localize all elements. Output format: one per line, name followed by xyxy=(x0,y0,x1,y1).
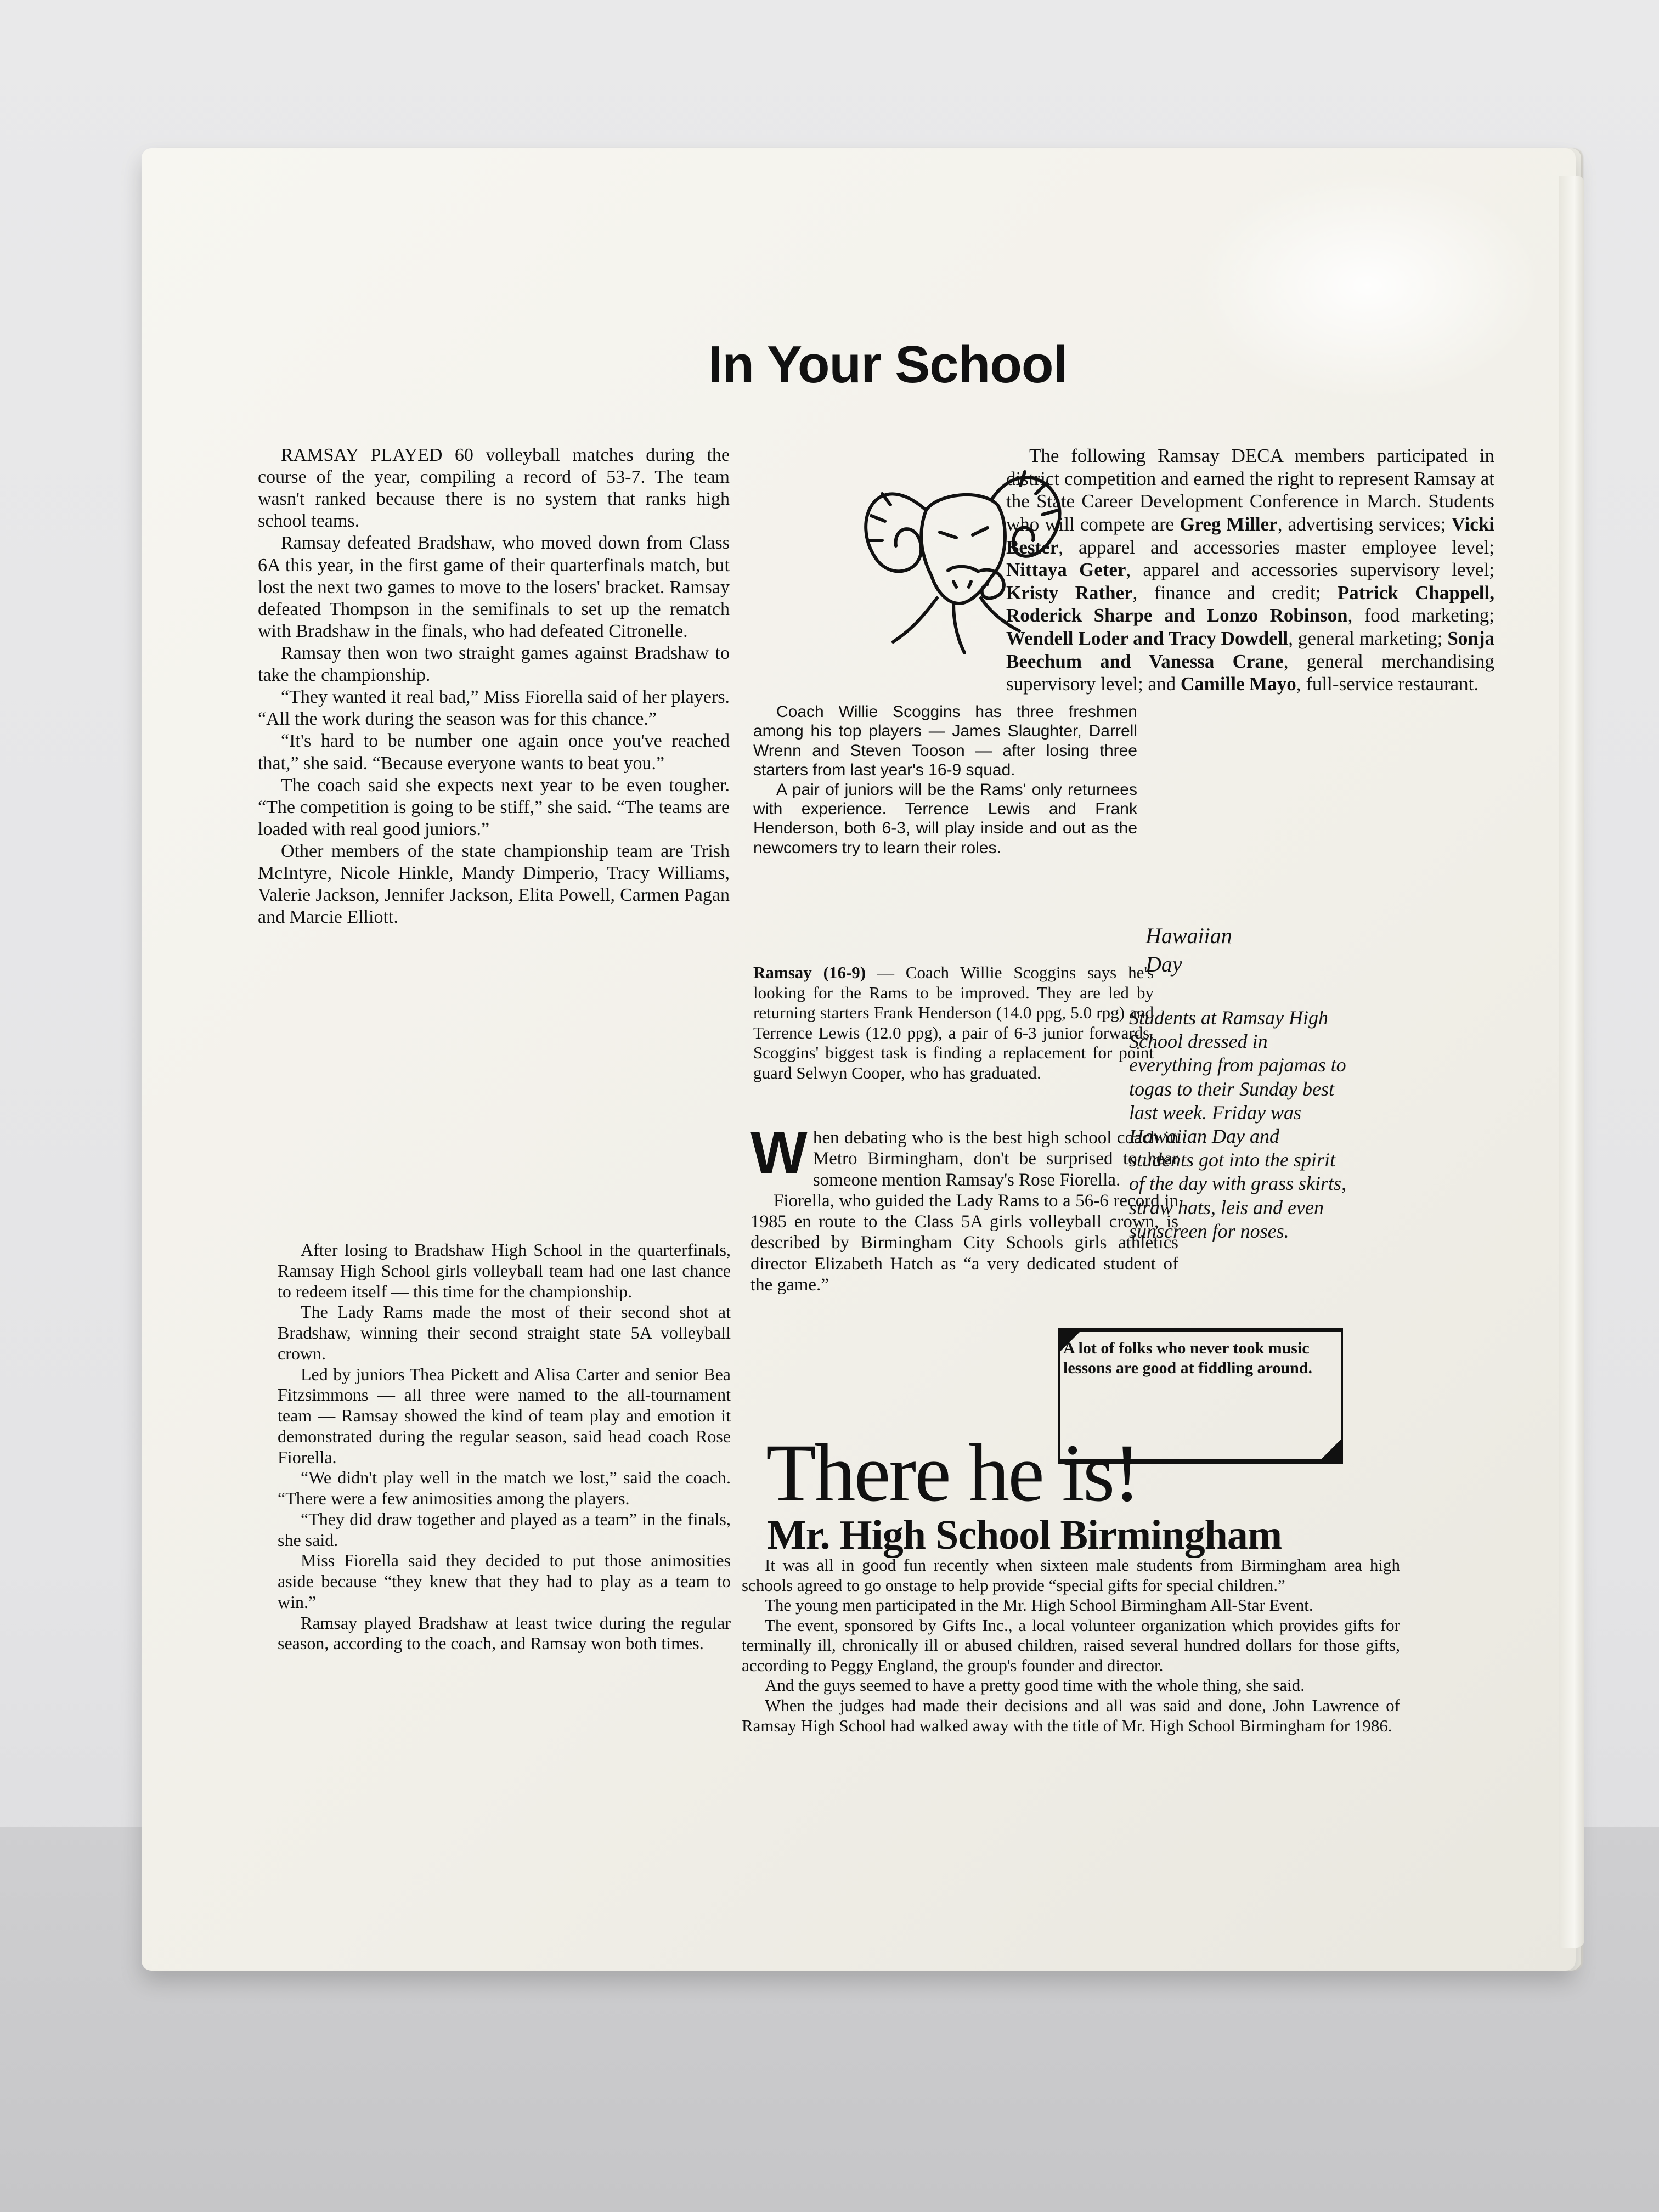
deca-name: Camille Mayo xyxy=(1180,673,1296,695)
article-paragraph: The Lady Rams made the most of their second shot at Bradshaw, winning their second straight state 5A volleyball crown. xyxy=(278,1302,731,1363)
deca-intro: The following Ramsay DECA members participated in district competition and earned the right to represent Ramsay at the State Career Development Conference in March. Students who will compete are xyxy=(1006,445,1494,535)
lead-text: hen debating who is the best high school coach in Metro Birmingham, don't be surprised to hear someone mention Ramsay's Rose Fiorella. xyxy=(812,1128,1178,1190)
ram-snout-icon xyxy=(948,567,978,587)
article-paragraph: “We didn't play well in the match we lost,” said the coach. “There were a few animosities among the players. xyxy=(278,1468,731,1508)
article-paragraph: A pair of juniors will be the Rams' only returnees with experience. Terrence Lewis and Frank Henderson, both 6-3, will play inside and out as the newcomers try to learn their roles. xyxy=(753,780,1137,857)
article-paragraph xyxy=(1006,444,1494,696)
article-paragraph: The young men participated in the Mr. High School Birmingham All-Star Event. xyxy=(765,1595,1313,1615)
article-paragraph: The event, sponsored by Gifts Inc., a local volunteer organization which provides gifts for terminally ill, chronically ill or abused children, raised several hundred dollars for those gifts, according to Peggy England, the group's founder and director. xyxy=(742,1615,1400,1675)
article-paragraph: “They wanted it real bad,” Miss Fiorella said of her players. “All the work during the season was for this chance.” xyxy=(258,687,730,730)
article-paragraph: Ramsay then won two straight games against Bradshaw to take the championship. xyxy=(258,642,730,686)
masthead-title: In Your School xyxy=(708,335,1068,394)
basketball-freshmen-article xyxy=(753,702,1137,857)
deca-name: Patrick Chappell, Roderick Sharpe and Lonzo Robinson xyxy=(1006,582,1494,627)
there-he-is-headline: There he is! xyxy=(766,1427,1139,1519)
article-paragraph: Fiorella, who guided the Lady Rams to a 56-6 record in 1985 en route to the Class 5A girls volleyball crown, is described by Birmingham City Schools girls athletics director Elizabeth Hatch as “a very dedicated student of the game.” xyxy=(751,1190,1178,1295)
deca-article xyxy=(1006,444,1494,696)
article-paragraph: Led by juniors Thea Pickett and Alisa Carter and senior Bea Fitzsimmons — all three were named to the all-tournament team — Ramsay showed the kind of team play and emotion it demonstrated during the regular season, said head coach Rose Fiorella. xyxy=(278,1364,731,1467)
deca-name: Wendell Loder and Tracy Dowdell xyxy=(1006,628,1289,650)
article-paragraph: And the guys seemed to have a pretty good time with the whole thing, she said. xyxy=(765,1675,1305,1695)
deca-role: , full-service restaurant. xyxy=(1296,673,1479,695)
preview-text: — Coach Willie Scoggins says he's looking for the Rams to be improved. They are led by returning starters Frank Henderson (14.0 ppg, 5.0 rpg) and Terrence Lewis (12.0 ppg), a pair of 6-3 junior forwards. Scoggins' biggest task is finding a replacement for point guard Selwyn Cooper, who has graduated. xyxy=(753,963,1154,1082)
deca-role: , finance and credit; xyxy=(1132,582,1338,603)
ramsay-basketball-preview xyxy=(753,963,1154,1083)
article-paragraph: “It's hard to be number one again once you've reached that,” she said. “Because everyone wants to beat you.” xyxy=(258,731,730,774)
hawaiian-day-sidebar xyxy=(1129,922,1513,1243)
deca-name: Sonja Beechum and Vanessa Crane xyxy=(1006,628,1494,672)
article-paragraph: After losing to Bradshaw High School in the quarterfinals, Ramsay High School girls volleyball team had one last chance to redeem itself — this time for the championship. xyxy=(278,1240,731,1301)
fiorella-article xyxy=(751,1119,1178,1295)
article-paragraph: It was all in good fun recently when sixteen male students from Birmingham area high schools agreed to go onstage to help provide “special gifts for special children.” xyxy=(742,1555,1400,1595)
yearbook-back-cover xyxy=(142,148,1576,1971)
deca-role: , apparel and accessories supervisory level; xyxy=(1126,559,1494,581)
hawaiian-day-text: Students at Ramsay High School dressed in everything from pajamas to togas to their Sunday best last week. Friday was Hawaiian Day and students got into the spirit of the day with grass skirts, straw hats, leis and even sunscreen for noses. xyxy=(1129,1007,1347,1242)
deca-role: , apparel and accessories master employee level; xyxy=(1058,536,1494,558)
deca-name: Vicki Bester xyxy=(1006,513,1495,558)
ram-face-icon xyxy=(921,495,1005,603)
article-paragraph: When the judges had made their decisions and all was said and done, John Lawrence of Ramsay High School had walked away with the title of Mr. High School Birmingham for 1986. xyxy=(742,1696,1400,1735)
article-paragraph: Other members of the state championship team are Trish McIntyre, Nicole Hinkle, Mandy Dimperio, Tracy Williams, Valerie Jackson, Jennifer Jackson, Elita Powell, Carmen Pagan and Marcie Elliott. xyxy=(258,840,730,928)
mr-high-school-article xyxy=(742,1555,1400,1736)
drop-cap: W xyxy=(751,1119,808,1187)
article-paragraph: Ramsay defeated Bradshaw, who moved down from Class 6A this year, in the first game of their quarterfinals match, but lost the next two games to move to the losers' bracket. Ramsay defeated Thompson in the semifinals to set up the rematch with Bradshaw in the finals, who had defeated Citronelle. xyxy=(258,533,730,641)
deca-role: , advertising services; xyxy=(1277,513,1452,535)
volleyball-season-article xyxy=(258,444,730,928)
article-paragraph xyxy=(751,1119,1178,1190)
heading-line: Day xyxy=(1146,952,1182,977)
newspaper-collage xyxy=(142,148,1576,1971)
quote-text: A lot of folks who never took music lessons are good at fiddling around. xyxy=(1063,1339,1312,1377)
article-paragraph xyxy=(753,963,1154,1083)
deca-name: Nittaya Geter xyxy=(1006,559,1126,581)
deca-role: , general marketing; xyxy=(1288,628,1448,650)
article-paragraph: Miss Fiorella said they decided to put those animosities aside because “they knew that they had to play as a team to win.” xyxy=(278,1550,731,1612)
deca-role: , food marketing; xyxy=(1347,605,1494,627)
team-record-lead: Ramsay (16-9) xyxy=(753,963,866,982)
mr-high-school-subheadline: Mr. High School Birmingham xyxy=(767,1512,1282,1558)
article-paragraph: Coach Willie Scoggins has three freshmen among his top players — James Slaughter, Darrell Wrenn and Steven Tooson — after losing three starters from last year's 16-9 squad. xyxy=(753,703,1137,780)
volleyball-championship-article xyxy=(278,1240,731,1654)
article-paragraph: Ramsay played Bradshaw at least twice during the regular season, according to the coach, and Ramsay won both times. xyxy=(278,1612,731,1654)
deca-name: Kristy Rather xyxy=(1006,582,1133,603)
article-paragraph: The coach said she expects next year to be even tougher. “The competition is going to be stiff,” she said. “The teams are loaded with real good juniors.” xyxy=(258,775,730,839)
deca-name: Greg Miller xyxy=(1180,513,1278,535)
hawaiian-day-heading xyxy=(1146,922,1513,979)
ram-eyes-icon xyxy=(940,528,988,538)
article-paragraph: RAMSAY PLAYED 60 volleyball matches during the course of the year, compiling a record of 53-7. The team wasn't ranked because there is no system that ranks high school teams. xyxy=(258,445,730,532)
ram-chin-icon xyxy=(893,598,1019,653)
deca-role: , general merchandising supervisory level; and xyxy=(1006,650,1494,695)
left-horn-icon xyxy=(866,494,926,571)
article-paragraph: “They did draw together and played as a team” in the finals, she said. xyxy=(278,1509,731,1550)
heading-line: Hawaiian xyxy=(1146,923,1232,948)
left-horn-ridges-icon xyxy=(868,494,890,540)
